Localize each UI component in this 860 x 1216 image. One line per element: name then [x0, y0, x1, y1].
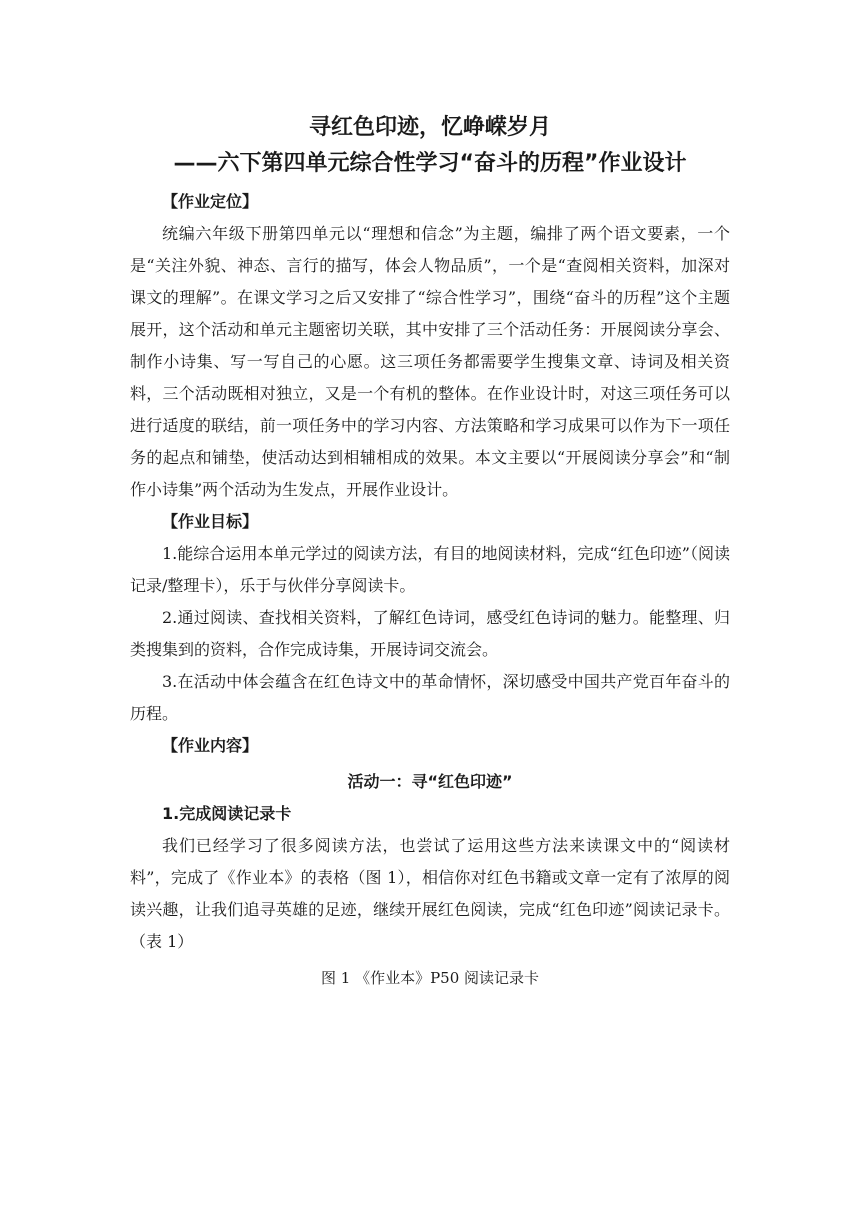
activity-one-heading: 活动一：寻“红色印迹” — [347, 772, 513, 791]
goal-item-1: 1.能综合运用本单元学过的阅读方法，有目的地阅读材料，完成“红色印迹”（阅读记录/整理卡），乐于与伙伴分享阅读卡。 — [130, 544, 730, 595]
section-heading-content: 【作业内容】 — [162, 736, 259, 755]
goal-item-2: 2.通过阅读、查找相关资料，了解红色诗词，感受红色诗词的魅力。能整理、归类搜集到的资料，合作完成诗集，开展诗词交流会。 — [130, 608, 730, 659]
document-page — [130, 110, 730, 994]
section-heading-positioning: 【作业定位】 — [162, 192, 259, 211]
document-subtitle: ——六下第四单元综合性学习“奋斗的历程”作业设计 — [173, 151, 687, 176]
reading-card-subheading: 1.完成阅读记录卡 — [162, 804, 292, 823]
section-heading-goals: 【作业目标】 — [162, 512, 259, 531]
goal-item-3: 3.在活动中体会蕴含在红色诗文中的革命情怀，深切感受中国共产党百年奋斗的历程。 — [130, 672, 730, 723]
content-paragraph: 我们已经学习了很多阅读方法，也尝试了运用这些方法来读课文中的“阅读材料”，完成了《作业本》的表格（图 1），相信你对红色书籍或文章一定有了浓厚的阅读兴趣，让我们追寻英雄的足迹，继续开展红色阅读，完成“红色印迹”阅读记录卡。（表 1） — [130, 836, 730, 951]
positioning-paragraph: 统编六年级下册第四单元以“理想和信念”为主题，编排了两个语文要素，一个是“关注外貌、神态、言行的描写，体会人物品质”，一个是“查阅相关资料，加深对课文的理解”。在课文学习之后又安排了“综合性学习”，围绕“奋斗的历程”这个主题展开，这个活动和单元主题密切关联，其中安排了三个活动任务：开展阅读分享会、制作小诗集、写一写自己的心愿。这三项任务都需要学生搜集文章、诗词及相关资料，三个活动既相对独立，又是一个有机的整体。在作业设计时，对这三项任务可以进行适度的联结，前一项任务中的学习内容、方法策略和学习成果可以作为下一项任务的起点和铺垫，使活动达到相辅相成的效果。本文主要以“开展阅读分享会”和“制作小诗集”两个活动为生发点，开展作业设计。 — [130, 224, 730, 499]
figure-caption: 图 1 《作业本》P50 阅读记录卡 — [320, 969, 540, 987]
document-title: 寻红色印迹，忆峥嵘岁月 — [308, 115, 551, 140]
